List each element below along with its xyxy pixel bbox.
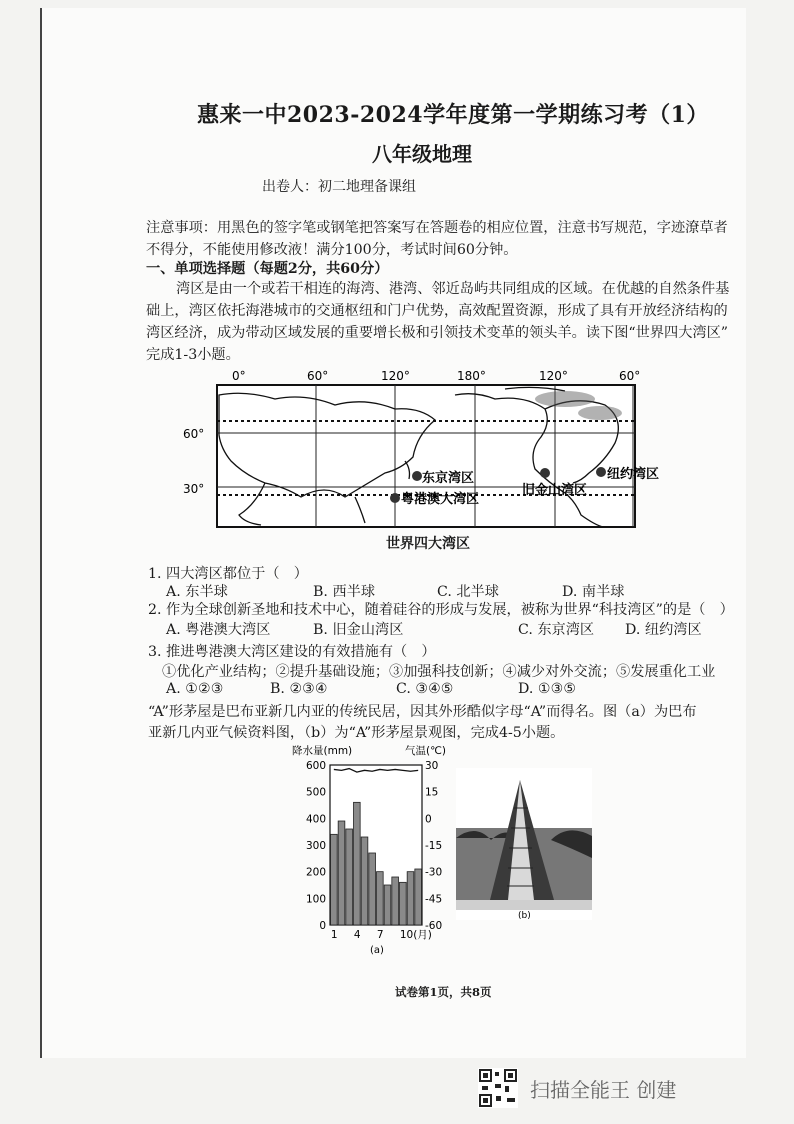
precip-bar-2 xyxy=(338,821,345,925)
y2-tick-15: 15 xyxy=(425,786,439,799)
page-footer: 试卷第1页，共8页 xyxy=(395,985,492,999)
lon-label-0: 0° xyxy=(232,369,246,383)
exam-subtitle: 八年级地理 xyxy=(372,142,472,166)
precip-bar-6 xyxy=(369,853,376,925)
q2-option-a: A. 粤港澳大湾区 xyxy=(166,622,271,638)
x-tick-10: 10(月) xyxy=(399,929,432,941)
y-tick-200: 200 xyxy=(305,866,326,879)
y-tick-500: 500 xyxy=(305,786,326,799)
scanner-watermark: 扫描全能王 创建 xyxy=(530,1078,677,1102)
q3-items: ①优化产业结构；②提升基础设施；③加强科技创新；④减少对外交流；⑤发展重化工业 xyxy=(162,664,716,680)
lat-label-60: 60° xyxy=(183,427,205,441)
lon-label-120w: 120° xyxy=(539,369,568,383)
intro-line-1: 湾区是由一个或若干相连的海湾、港湾、邻近岛屿共同组成的区域。在优越的自然条件基 xyxy=(176,281,730,297)
y2-axis-title: 气温(℃) xyxy=(405,745,446,757)
photo-b-label: (b) xyxy=(518,911,531,921)
lat-label-30: 30° xyxy=(183,482,205,496)
y-tick-300: 300 xyxy=(305,840,326,852)
lon-label-60e: 60° xyxy=(307,369,329,383)
precip-bar-4 xyxy=(354,802,361,925)
sf-bay-marker xyxy=(540,468,550,478)
passage2-line-2: 亚新几内亚气候资料图，（b）为“A”形茅屋景观图，完成4-5小题。 xyxy=(148,725,565,741)
x-axis xyxy=(331,929,432,941)
climate-chart xyxy=(290,740,460,960)
y2-tick-30: 30 xyxy=(425,760,439,772)
q2-option-d: D. 纽约湾区 xyxy=(625,622,702,638)
y2-tick-0: 0 xyxy=(425,813,432,826)
precip-bar-11 xyxy=(407,872,414,925)
a-frame-hut-photo xyxy=(456,768,592,920)
q2-option-c: C. 东京湾区 xyxy=(518,622,595,638)
y-tick-600: 600 xyxy=(305,760,326,772)
tokyo-bay-marker xyxy=(412,471,422,481)
lon-label-60w: 60° xyxy=(619,369,641,383)
sf-bay-label: 旧金山湾区 xyxy=(522,483,588,498)
x-tick-7: 7 xyxy=(376,929,384,941)
passage2-line-1: “A”形茅屋是巴布亚新几内亚的传统民居，因其外形酷似字母“A”而得名。图（a）为巴布 xyxy=(148,704,697,720)
map-caption: 世界四大湾区 xyxy=(386,536,470,552)
lon-label-180: 180° xyxy=(457,369,486,383)
precip-bar-8 xyxy=(384,885,391,925)
q3-stem: 3. 推进粤港澳大湾区建设的有效措施有（ ） xyxy=(148,644,436,660)
gba-label: 粤港澳大湾区 xyxy=(401,492,480,507)
q3-option-d: D. ①③⑤ xyxy=(518,681,577,697)
lon-label-120e: 120° xyxy=(381,369,410,383)
intro-line-3: 湾区经济，成为带动区域发展的重要增长极和引领技术变革的领头羊。读下图“世界四大湾区” xyxy=(146,325,729,341)
qr-code-icon xyxy=(478,1068,518,1108)
q3-option-b: B. ②③④ xyxy=(270,681,328,697)
y2-axis xyxy=(425,760,442,932)
q1-option-c: C. 北半球 xyxy=(437,584,499,600)
world-bays-map xyxy=(183,365,660,545)
gba-marker xyxy=(390,493,400,503)
q1-option-a: A. 东半球 xyxy=(166,584,228,600)
exam-title: 惠来一中2023-2024学年度第一学期练习考（1） xyxy=(197,102,709,128)
y-tick-400: 400 xyxy=(305,813,326,826)
q3-option-c: C. ③④⑤ xyxy=(396,681,454,697)
intro-line-4: 完成1-3小题。 xyxy=(146,347,240,363)
photo-ground xyxy=(456,900,592,910)
intro-line-2: 础上，湾区依托海港城市的交通枢纽和门户优势，高效配置资源，形成了具有开放经济结构的 xyxy=(146,303,728,319)
exam-author: 出卷人：初二地理备课组 xyxy=(262,179,416,195)
q3-option-a: A. ①②③ xyxy=(166,681,224,697)
x-tick-4: 4 xyxy=(353,929,361,941)
chart-a-label: (a) xyxy=(370,945,384,956)
tokyo-bay-label: 东京湾区 xyxy=(422,471,475,486)
y2-tick--30: -30 xyxy=(425,866,443,879)
precip-bar-10 xyxy=(400,882,407,925)
x-tick-1: 1 xyxy=(330,929,338,941)
y2-tick--45: -45 xyxy=(425,893,443,906)
section-heading: 一、单项选择题（每题2分，共60分） xyxy=(146,261,389,277)
precip-bar-9 xyxy=(392,877,399,925)
y2-tick--15: -15 xyxy=(425,840,443,852)
y2-tick--60: -60 xyxy=(425,920,443,932)
precip-bar-3 xyxy=(346,829,353,925)
ny-bay-marker xyxy=(596,467,606,477)
notice-line-2: 不得分，不能使用修改液！满分100分，考试时间60分钟。 xyxy=(146,242,518,258)
q2-option-b: B. 旧金山湾区 xyxy=(313,622,404,638)
y-axis xyxy=(306,760,326,932)
y-tick-100: 100 xyxy=(305,893,326,906)
ny-bay-label: 纽约湾区 xyxy=(607,467,660,482)
q1-option-d: D. 南半球 xyxy=(562,584,625,600)
precip-bar-1 xyxy=(331,834,338,925)
y-axis-title: 降水量(mm) xyxy=(292,745,353,757)
precip-bar-5 xyxy=(361,837,368,925)
q1-stem: 1. 四大湾区都位于（ ） xyxy=(148,566,308,582)
precip-bar-7 xyxy=(377,872,384,925)
precip-bar-12 xyxy=(415,869,422,925)
q1-option-b: B. 西半球 xyxy=(313,584,376,600)
q2-stem: 2. 作为全球创新圣地和技术中心，随着硅谷的形成与发展，被称为世界“科技湾区”的是（ ） xyxy=(148,602,734,618)
y-tick-0: 0 xyxy=(319,920,326,932)
notice-line-1: 注意事项：用黑色的签字笔或钢笔把答案写在答题卷的相应位置，注意书写规范，字迹潦草者 xyxy=(146,220,728,236)
